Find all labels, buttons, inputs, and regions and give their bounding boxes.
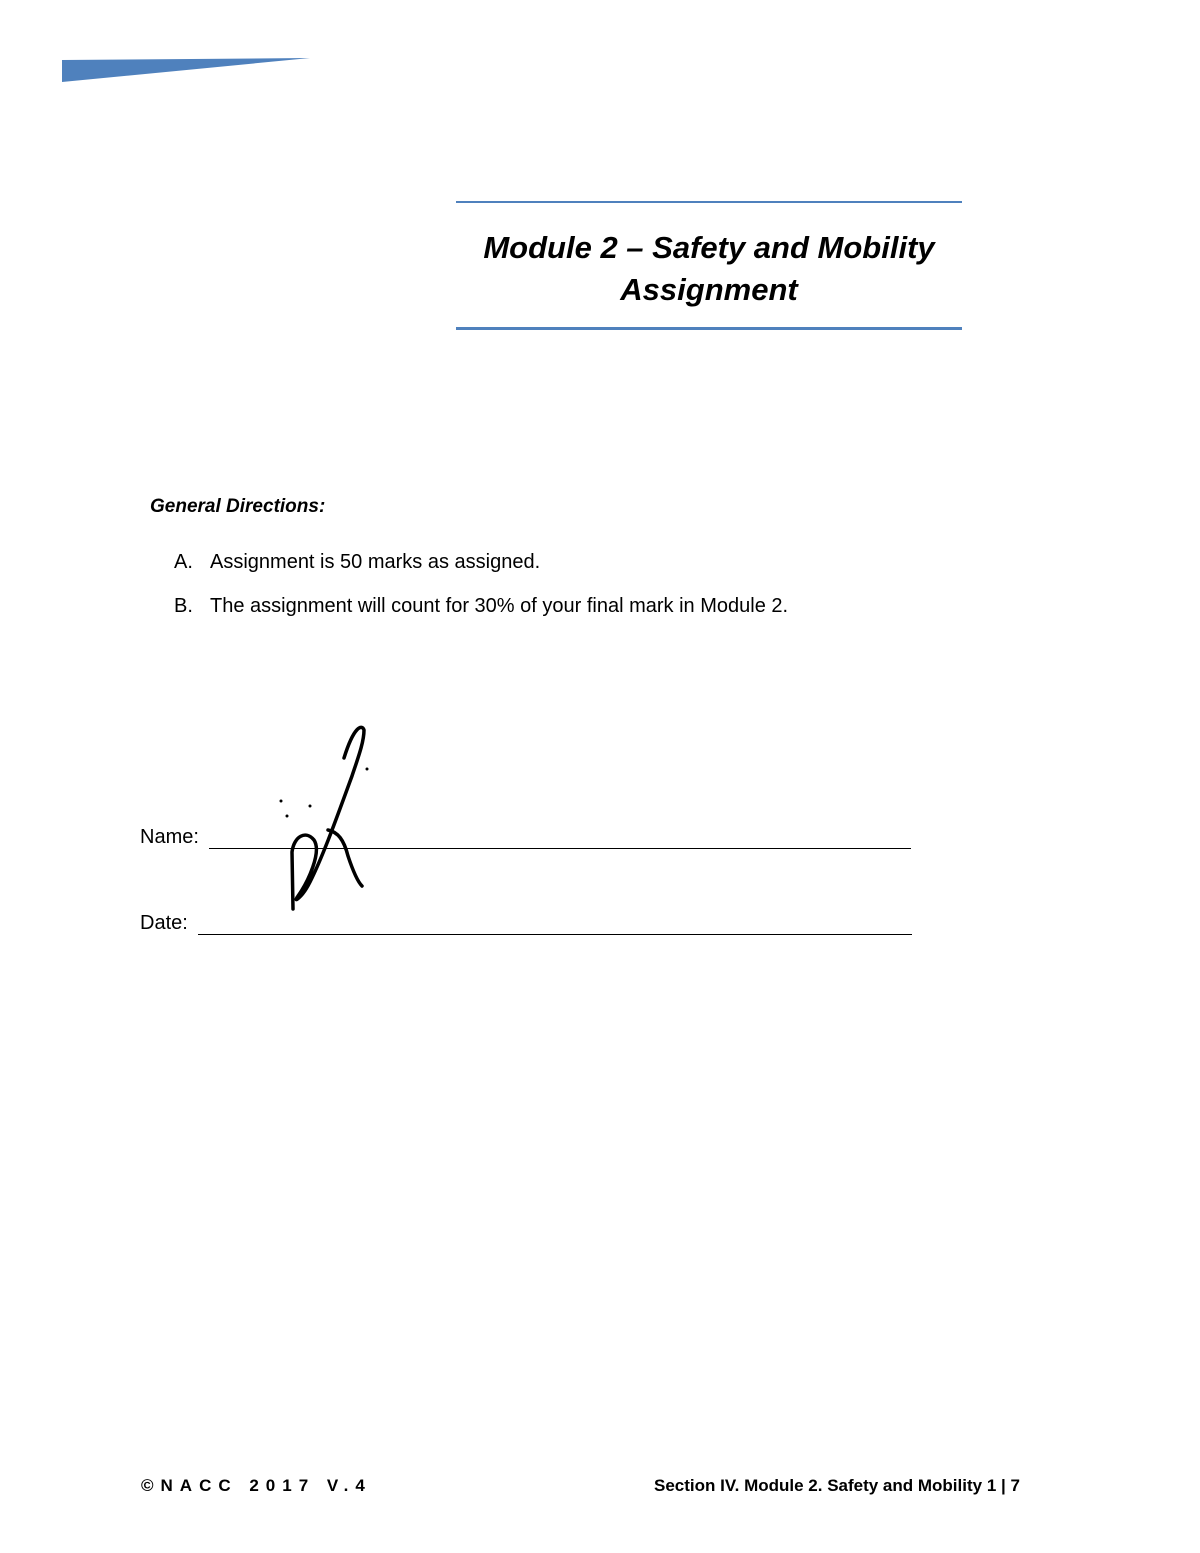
footer-section-page: Section IV. Module 2. Safety and Mobility 1 | 7 xyxy=(654,1476,1020,1495)
footer-copyright: ©NACC 2017 V.4 xyxy=(141,1476,372,1495)
handwritten-signature xyxy=(270,722,380,917)
date-label: Date: xyxy=(140,912,188,934)
directions-list xyxy=(174,551,788,639)
list-item-text: The assignment will count for 30% of your final mark in Module 2. xyxy=(210,595,789,617)
list-item-text: Assignment is 50 marks as assigned. xyxy=(210,551,541,573)
directions-heading: General Directions: xyxy=(150,496,326,517)
title-block xyxy=(456,201,962,331)
title-rule-top xyxy=(456,201,962,203)
title-rule-bottom xyxy=(456,327,962,330)
list-item xyxy=(174,551,788,595)
name-label: Name: xyxy=(140,826,199,848)
header-accent-bar xyxy=(62,58,312,84)
name-field xyxy=(140,826,911,849)
list-item-marker: B. xyxy=(174,595,193,617)
date-field xyxy=(140,912,912,935)
page-title-line-2: Assignment xyxy=(620,272,798,307)
page-title-line-1: Module 2 – Safety and Mobility xyxy=(483,230,935,265)
list-item xyxy=(174,595,788,639)
page-title xyxy=(456,227,962,311)
list-item-marker: A. xyxy=(174,551,193,573)
